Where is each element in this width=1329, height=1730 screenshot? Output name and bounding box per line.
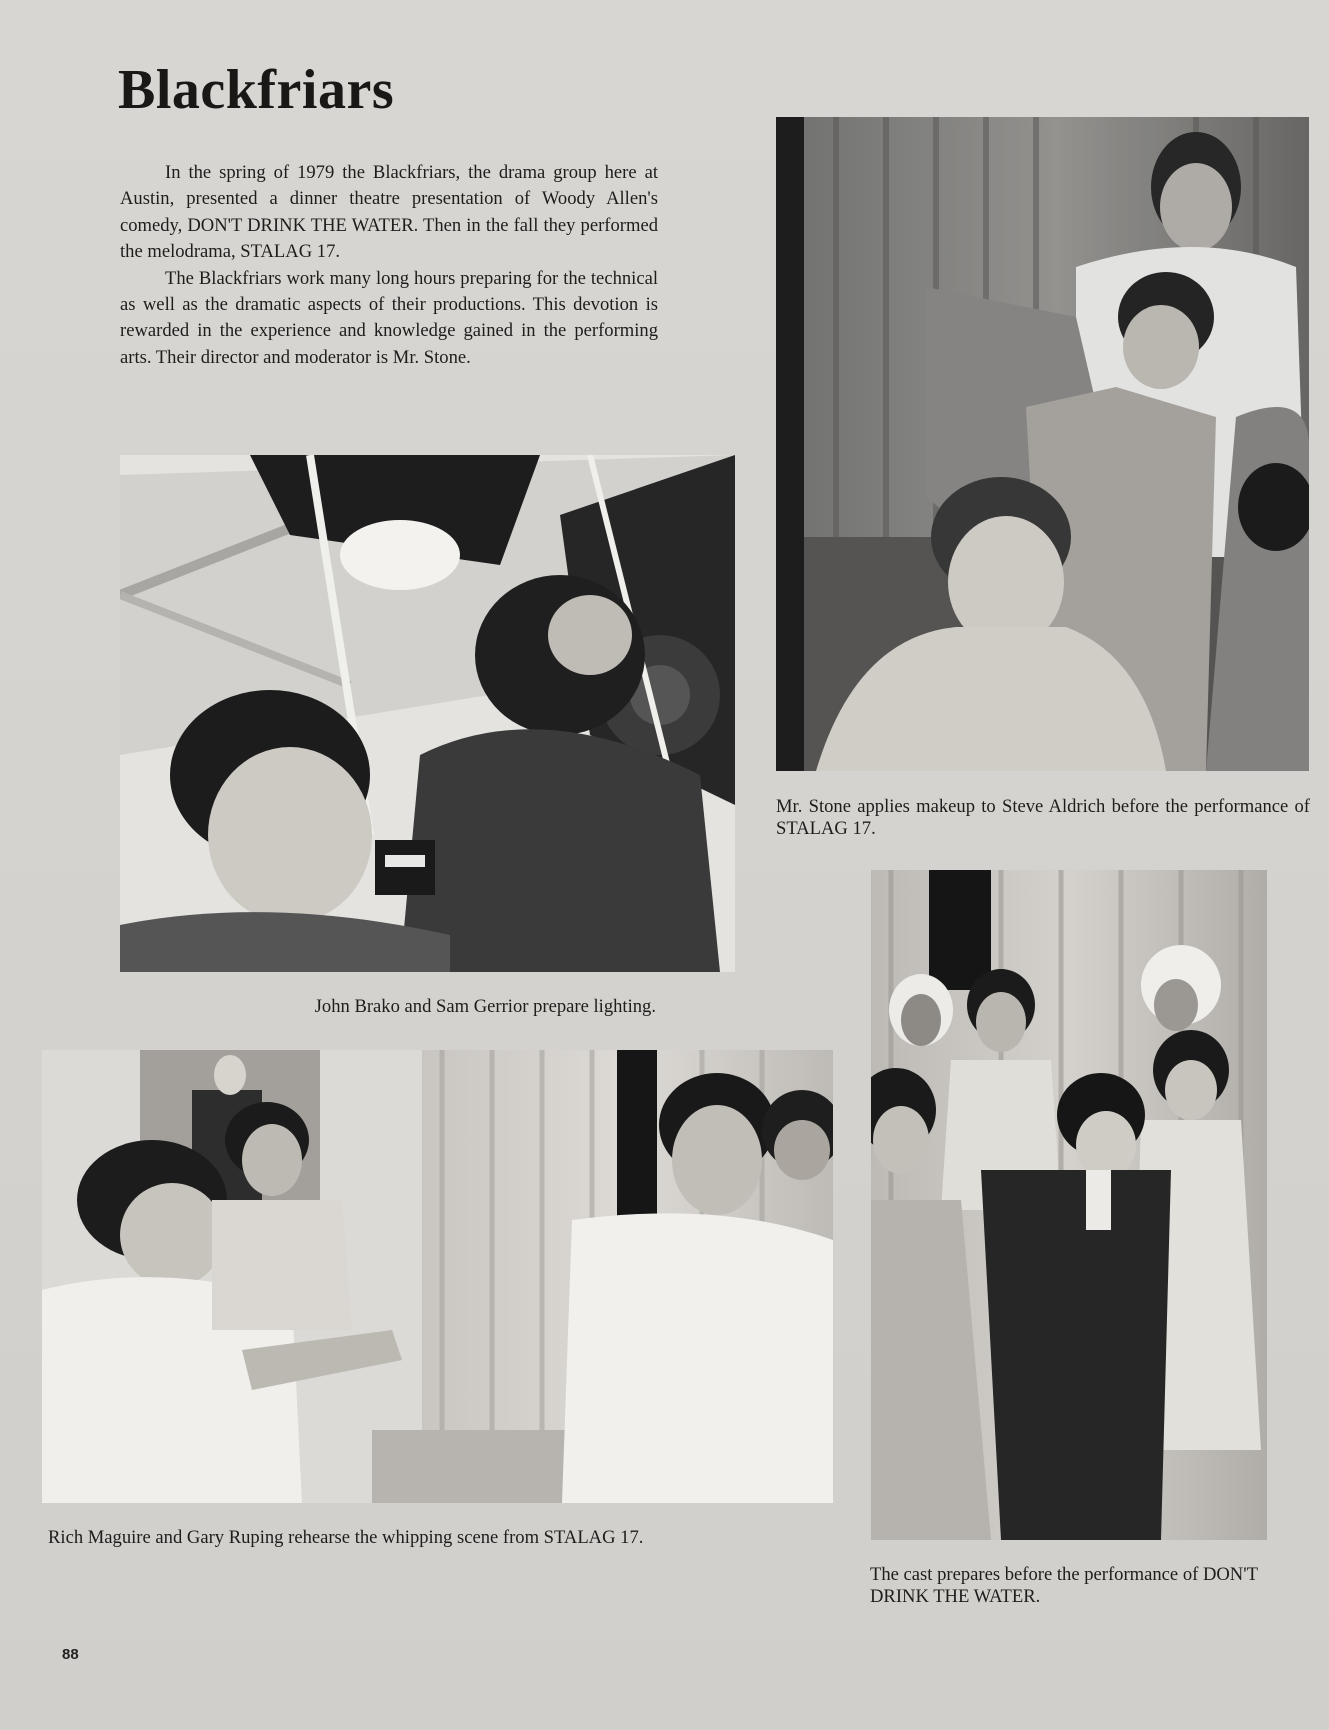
intro-paragraph: The Blackfriars work many long hours preparing for the technical as well as the dramatic aspects of their productions. This devotion is rewarded in the experience and knowledge gained in the performing arts. Their director and moderator is Mr. Stone. (120, 267, 658, 368)
whipping-photo (42, 1050, 833, 1503)
makeup-photo (776, 117, 1309, 771)
cast-caption: The cast prepares before the performance of DON'T DRINK THE WATER. (870, 1564, 1258, 1607)
makeup-caption: Mr. Stone applies makeup to Steve Aldrich before the performance of STALAG 17. (776, 796, 1310, 839)
intro-text (120, 160, 658, 371)
page-title: Blackfriars (118, 59, 395, 121)
intro-paragraph: In the spring of 1979 the Blackfriars, the drama group here at Austin, presented a dinner theatre presentation of Woody Allen's comedy, DON'T DRINK THE WATER. Then in the fall they performed the melodrama, STALAG 17. (120, 162, 658, 263)
cast-photo (871, 870, 1267, 1540)
page-number: 88 (62, 1646, 79, 1663)
lighting-photo (120, 455, 735, 972)
lighting-caption: John Brako and Sam Gerrior prepare lighting. (314, 996, 656, 1017)
whipping-caption: Rich Maguire and Gary Ruping rehearse the whipping scene from STALAG 17. (48, 1527, 644, 1548)
